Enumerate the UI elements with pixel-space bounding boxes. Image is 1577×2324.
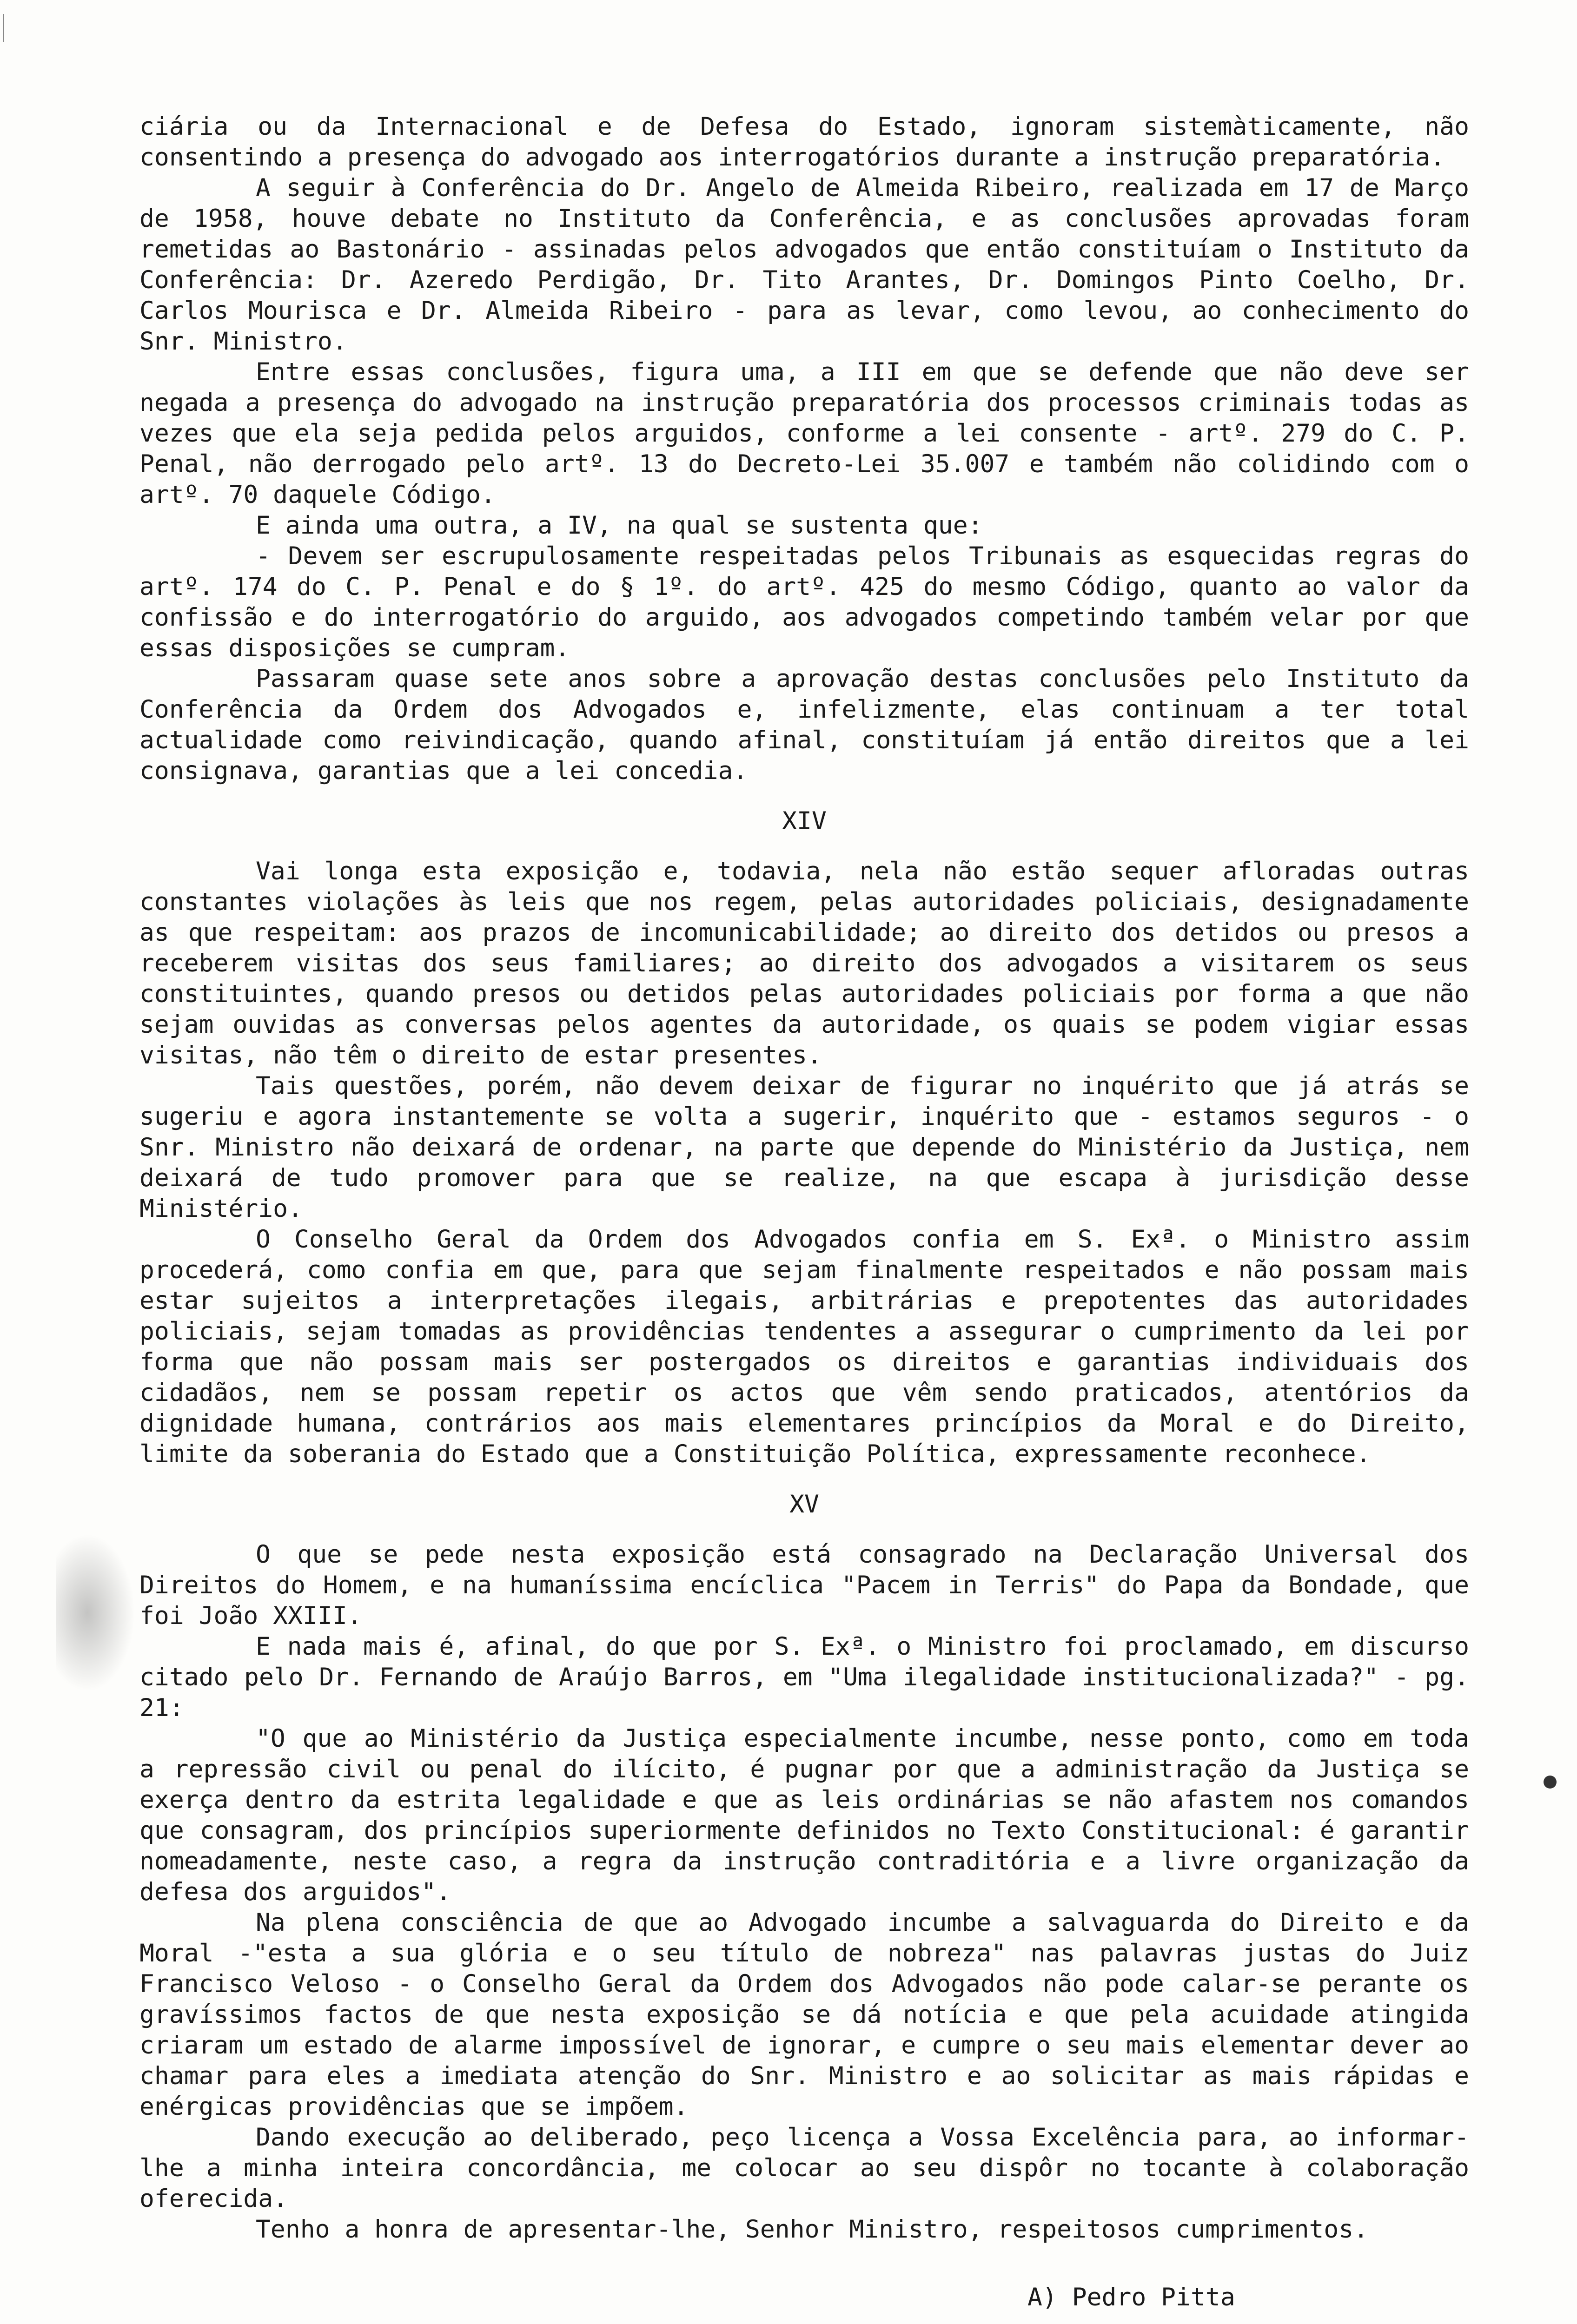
paragraph: Entre essas conclusões, figura uma, a III em que se defende que não deve ser negada a presença do advogado na instrução preparatória dos processos criminais todas as vezes que ela seja pedida pelos arguidos, conforme a lei consente - artº. 279 do C. P. Penal, não derrogado pelo artº. 13 do Decreto-Lei 35.007 e também não colidindo com o artº. 70 daquele Código. [139,358,1469,509]
paragraph: Vai longa esta exposição e, todavia, nela não estão sequer afloradas outras constantes violações às leis que nos regem, pelas autoridades policiais, designadamente as que respeitam: aos prazos de incomunicabilidade; ao direito dos detidos ou presos a receberem visitas dos seus familiares; ao direito dos advogados a visitarem os seus constituintes, quando presos ou detidos pelas autoridades policiais por forma a que não sejam ouvidas as conversas pelos agentes da autoridade, os quais se podem vigiar essas visitas, não têm o direito de estar presentes. [139,857,1469,1070]
quoted-paragraph: "O que ao Ministério da Justiça especialmente incumbe, nesse ponto, como em toda a repressão civil ou penal do ilícito, é pugnar por que a administração da Justiça se exerça dentro da estrita legalidade e que as leis ordinárias se não afastem nos comandos que consagram, dos princípios superiormente definidos no Texto Constitucional: é garantir nomeadamente, neste caso, a regra da instrução contraditória e a livre organização da defesa dos arguidos". [139,1724,1469,1906]
paragraph: A seguir à Conferência do Dr. Angelo de Almeida Ribeiro, realizada em 17 de Março de 1958, houve debate no Instituto da Conferência, e as conclusões aprovadas foram remetidas ao Bastonário - assinadas pelos advogados que então constituíam o Instituto da Conferência: Dr. Azeredo Perdigão, Dr. Tito Arantes, Dr. Domingos Pinto Coelho, Dr. Carlos Mourisca e Dr. Almeida Ribeiro - para as levar, como levou, ao conhecimento do Snr. Ministro. [139,174,1469,356]
margin-dot [1544,1776,1557,1789]
document-body [139,112,1469,2245]
closing-paragraph: Tenho a honra de apresentar-lhe, Senhor Ministro, respeitosos cumprimentos. [256,2215,1369,2244]
page-edge-mark [3,14,15,42]
paragraph: - Devem ser escrupulosamente respeitadas pelos Tribunais as esquecidas regras do artº. 174 do C. P. Penal e do § 1º. do artº. 425 do mesmo Código, quanto ao valor da confissão e do interrogatório do arguido, aos advogados competindo também velar por que essas disposições se cumpram. [139,542,1469,662]
paragraph: E nada mais é, afinal, do que por S. Exª. o Ministro foi proclamado, em discurso citado pelo Dr. Fernando de Araújo Barros, em "Uma ilegalidade institucionalizada?" - pg. 21: [139,1632,1469,1722]
section-heading-xiv: XIV [782,807,827,835]
paragraph: O que se pede nesta exposição está consagrado na Declaração Universal dos Direitos do Homem, e na humaníssima encíclica "Pacem in Terris" do Papa da Bondade, que foi João XXIII. [139,1540,1469,1630]
paragraph: E ainda uma outra, a IV, na qual se sustenta que: [256,511,983,540]
signature-name: A) Pedro Pitta [1027,2283,1235,2311]
paragraph: O Conselho Geral da Ordem dos Advogados confia em S. Exª. o Ministro assim procederá, como confia em que, para que sejam finalmente respeitados e não possam mais estar sujeitos a interpretações ilegais, arbitrárias e prepotentes das autoridades policiais, sejam tomadas as providências tendentes a assegurar o cumprimento da lei por forma que não possam mais ser postergados os direitos e garantias individuais dos cidadãos, nem se possam repetir os actos que vêm sendo praticados, atentórios da dignidade humana, contrários aos mais elementares princípios da Moral e do Direito, limite da soberania do Estado que a Constituição Política, expressamente reconhece. [139,1225,1469,1468]
paragraph: ciária ou da Internacional e de Defesa do Estado, ignoram sistemàticamente, não consentindo a presença do advogado aos interrogatórios durante a instrução preparatória. [139,112,1469,172]
margin-smudge [56,1534,135,1692]
paragraph: Na plena consciência de que ao Advogado incumbe a salvaguarda do Direito e da Moral -"esta a sua glória e o seu título de nobreza" nas palavras justas do Juiz Francisco Veloso - o Conselho Geral da Ordem dos Advogados não pode calar-se perante os gravíssimos factos de que nesta exposição se dá notícia e que pela acuidade atingida criaram um estado de alarme impossível de ignorar, e cumpre o seu mais elementar dever ao chamar para eles a imediata atenção do Snr. Ministro e ao solicitar as mais rápidas e enérgicas providências que se impõem. [139,1908,1469,2121]
paragraph: Passaram quase sete anos sobre a aprovação destas conclusões pelo Instituto da Conferência da Ordem dos Advogados e, infelizmente, elas continuam a ter total actualidade como reivindicação, quando afinal, constituíam já então direitos que a lei consignava, garantias que a lei concedia. [139,665,1469,785]
section-heading-xv: XV [789,1490,819,1519]
paragraph: Dando execução ao deliberado, peço licença a Vossa Excelência para, ao informar-lhe a minha inteira concordância, me colocar ao seu dispôr no tocante à colaboração oferecida. [139,2123,1469,2213]
paragraph: Tais questões, porém, não devem deixar de figurar no inquérito que já atrás se sugeriu e agora instantemente se volta a sugerir, inquérito que - estamos seguros - o Snr. Ministro não deixará de ordenar, na parte que depende do Ministério da Justiça, nem deixará de tudo promover para que se realize, na que escapa à jurisdição desse Ministério. [139,1072,1469,1223]
